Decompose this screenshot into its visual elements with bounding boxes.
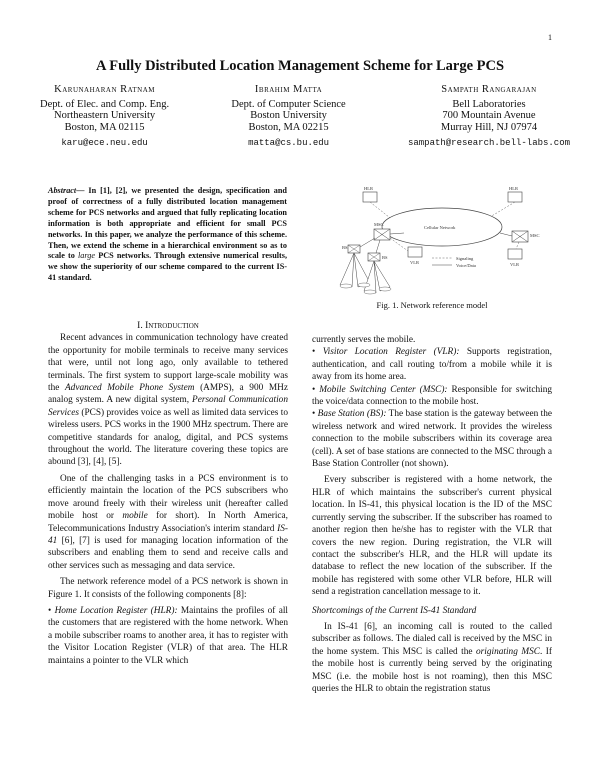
author-name: Sampath Rangarajan <box>441 84 537 95</box>
figure-caption: Fig. 1. Network reference model <box>376 300 488 310</box>
bs-2-label: BS <box>382 255 388 260</box>
hlr-bullet: • Home Location Register (HLR): Maintains the profiles of all the customers that are registered with the home network. When a mobile subscriber roams to another area, it has to register with the Visitor Location Register (VLR) of that area. The HLR maintains a pointer to the VLR which <box>48 605 288 666</box>
hlr-right-box <box>508 192 522 202</box>
abstract-text-1: — In [1], [2], we presented the design, specification and proof of correctness of a fully distributed location management scheme for PCS networks and argued that fully replicating location information is both appropriate and efficient for small PCS networks. In this paper, we analyze the performance of this scheme. Then, we extend the scheme in a hierarchical environment so as to scale to <box>48 186 287 261</box>
section-heading: I. Introduction <box>137 321 199 331</box>
right-column <box>312 334 552 695</box>
msc-right-label: MSC <box>530 233 540 238</box>
subsection-heading: Shortcomings of the Current IS-41 Standard <box>312 605 477 616</box>
author-dept: Bell Laboratories <box>452 98 526 110</box>
page-number: 1 <box>548 33 552 42</box>
author-dept: Dept. of Computer Science <box>231 98 346 110</box>
hlr-right-label: HLR <box>509 186 518 191</box>
network-diagram <box>312 183 552 298</box>
left-column <box>48 320 288 667</box>
legend-voice-data: Voice/Data <box>456 263 476 268</box>
author-2 <box>231 84 345 150</box>
author-org: 700 Mountain Avenue <box>442 110 536 121</box>
legend-signaling: Signaling <box>456 256 474 261</box>
vlr-right-label: VLR <box>510 262 519 267</box>
vlr-left-label: VLR <box>410 260 419 265</box>
author-org: Boston University <box>250 110 327 121</box>
bs-bullet: • Base Station (BS): The base station is the gateway between the wireless network and wired network. It provides the wireless connection to the mobile subscribers within its coverage area (cell). A set of base stations are connected to the MSC through a Base Station Controller (not shown). <box>312 409 552 470</box>
bs-1-label: BS <box>342 245 348 250</box>
author-city: Boston, MA 02215 <box>248 121 329 133</box>
vlr-left-box <box>408 247 422 257</box>
author-name: Ibrahim Matta <box>254 84 323 95</box>
author-3 <box>408 84 570 150</box>
abstract-label: Abstract <box>48 186 77 195</box>
author-1 <box>40 84 169 150</box>
author-email[interactable]: karu@ece.neu.edu <box>61 138 148 148</box>
author-name: Karunaharan Ratnam <box>54 84 156 95</box>
hlr-left-label: HLR <box>364 186 373 191</box>
network-reference-figure <box>312 183 552 298</box>
intro-paragraph-2: One of the challenging tasks in a PCS environment is to efficiently maintain the location of the PCS subscribers who move around freely with their wireless unit (hereafter called mobile host or mobile for short). In North America, Telecommunications Industry Association's interim standard IS-41 [6], [7] is used for managing location information of the subscribers and enabling them to send and receive calls and other services such as messaging and data service. <box>48 473 288 571</box>
abstract-text-2: PCS networks. Through extensive numerical results, we show the superiority of our scheme compared to the current IS-41 standard. <box>48 251 287 283</box>
registration-paragraph: Every subscriber is registered with a home network, the HLR of which maintains the subscriber's current physical location. In IS-41, this physical location is the ID of the MSC currently serving the subscriber. If the subscriber has roamed to another region then he/she has to register with the VLR that covers the new region. During registration, the VLR will contact the subscriber's HLR, and the HLR will update its database to reflect the new location of the subscriber. If the mobile has registered with some other VLR before, HLR will send a registration cancellation message to it. <box>312 475 552 598</box>
intro-paragraph-1: Recent advances in communication technology have created the opportunity for mobile terminals to receive many services that were, until not long ago, only available to tethered terminals. The first system to support large-scale mobility was the Advanced Mobile Phone System (AMPS), a 900 MHz analog system. A new digital system, Personal Communication Services (PCS) provides voice as well as limited data services to wireless users. PCS works in the 1900 MHz spectrum. There are competitive standards for analog, digital, and PCS systems throughout the world. The literature covering these topics are abound [3], [4], [5]. <box>48 333 288 468</box>
is41-paragraph: In IS-41 [6], an incoming call is routed to the called subscriber as follows. The dialed call is received by the MSC in the home system. This MSC is called the originating MSC. If the mobile host is currently being served by the originating MSC (i.e. the mobile host is not roaming), then this MSC queries the HLR to obtain the registration status <box>312 621 552 694</box>
hlr-left-box <box>363 192 377 202</box>
paper-title: A Fully Distributed Location Management Scheme for Large PCS <box>95 58 505 74</box>
vlr-bullet: • Visitor Location Register (VLR): Supports registration, authentication, and call routing to/from a mobile while it is away from its home area. <box>312 347 553 383</box>
author-dept: Dept. of Elec. and Comp. Eng. <box>40 98 170 110</box>
author-email[interactable]: sampath@research.bell-labs.com <box>407 138 570 148</box>
author-email[interactable]: matta@cs.bu.edu <box>248 138 330 148</box>
author-city: Boston, MA 02115 <box>64 121 145 133</box>
hlr-continuation: currently serves the mobile. <box>312 335 416 345</box>
abstract <box>48 186 287 284</box>
msc-left-label: MSC <box>374 222 384 227</box>
author-city: Murray Hill, NJ 07974 <box>440 121 538 133</box>
author-block <box>40 84 570 150</box>
msc-bullet: • Mobile Switching Center (MSC): Responsible for switching the voice/data connection to the mobile host. <box>312 384 552 408</box>
abstract-italic: large <box>78 251 96 261</box>
vlr-right-box <box>508 249 522 259</box>
author-org: Northeastern University <box>54 110 156 121</box>
intro-paragraph-3: The network reference model of a PCS network is shown in Figure 1. It consists of the following components [8]: <box>48 577 288 600</box>
cloud-label: Cellular Network <box>424 225 456 230</box>
